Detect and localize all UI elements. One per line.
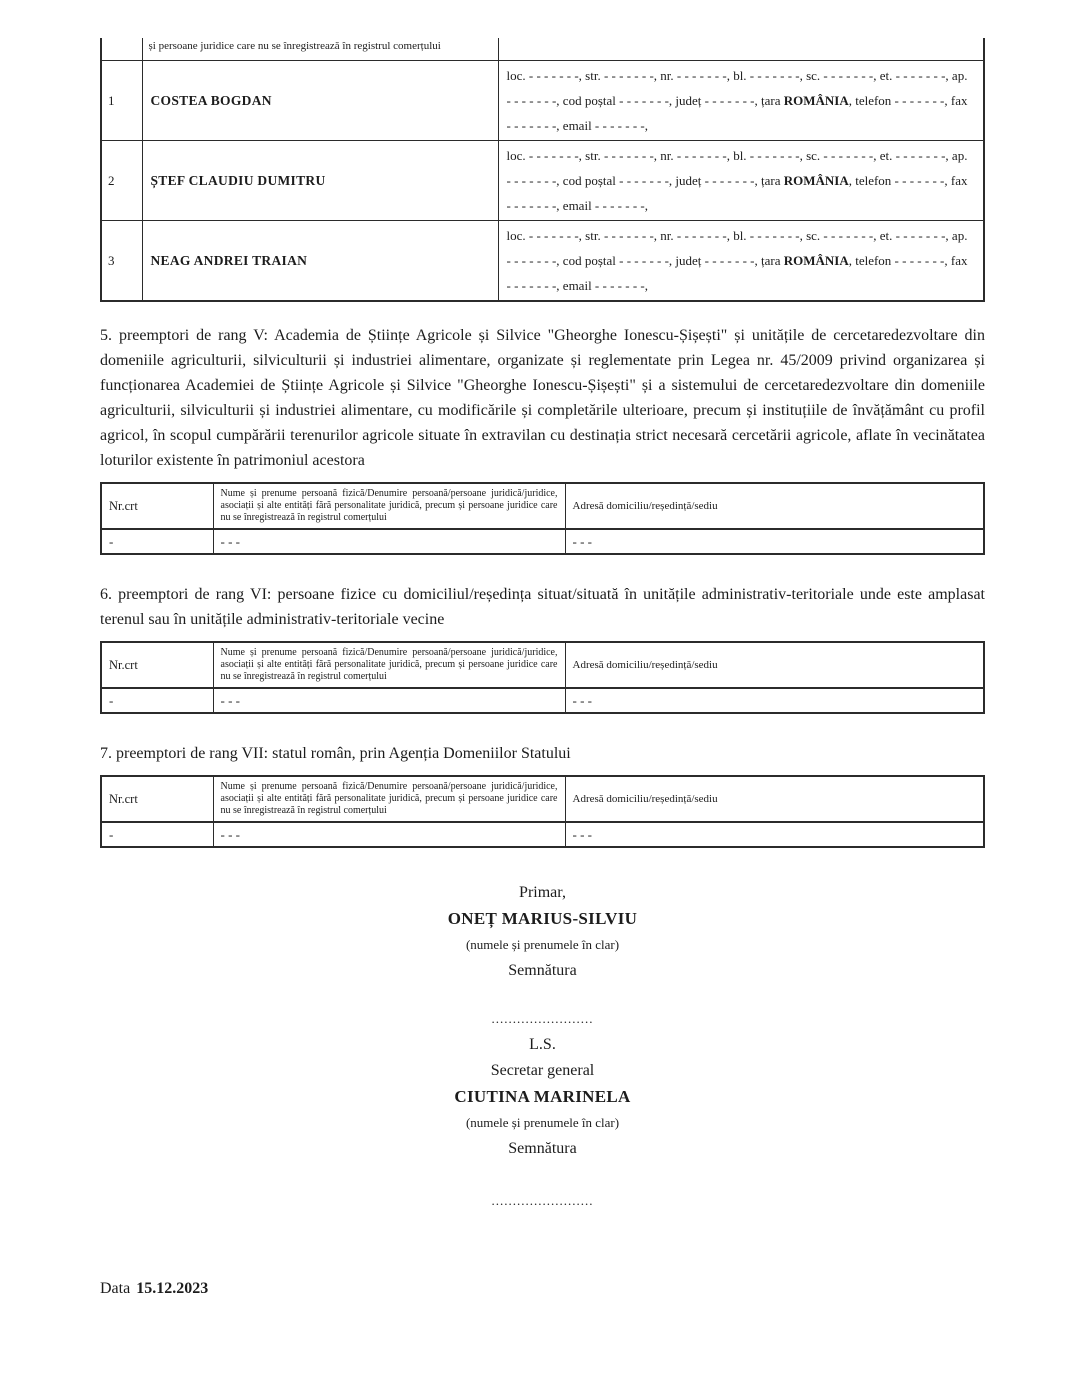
column-header-name: Nume și prenume persoană fizică/Denumire persoană/persoane juridică/juridice, asociații și alte entități fără personalitate juridică, precum și persoane juridice care nu se înregistrează în registrul comerțului [213, 642, 565, 688]
table-row [101, 61, 984, 141]
address-after: , telefon - - - - - - -, fax - - - - - - -, email - - - - - - -, [506, 93, 968, 133]
address-country: ROMÂNIA [783, 173, 849, 188]
persons-table [100, 38, 985, 302]
primar-title: Primar, [519, 884, 566, 901]
signature-dotted-line: ........................ [491, 1011, 594, 1026]
table-row [101, 822, 984, 847]
name-clarification-note: (numele și prenumele în clar) [465, 1115, 620, 1130]
person-address [498, 221, 984, 302]
empty-address-cell: - - - [565, 822, 984, 847]
section-rank5-paragraph: 5. preemptori de rang V: Academia de Științe Agricole și Silvice "Gheorghe Ionescu-Șișești" și unitățile de cercetaredezvoltare din domeniile agriculturii, silviculturii și industriei alimentare, organizate și reglementate prin Legea nr. 45/2009 privind organizarea și funcționarea Academiei de Științe Agricole și Silvice "Gheorghe Ionescu-Șișești" și a sistemului de cercetaredezvoltare din domeniile agriculturii, silviculturii și industriei alimentare, cu modificările și completările ulterioare, precum și instituțiile de învățământ cu profil agricol, în scopul cumpărării terenurilor agricole situate în extravilan cu destinația strict necesară cercetării agricole, aflate în vecinătatea loturilor existente în patrimoniul acestora [100, 327, 985, 469]
person-name: COSTEA BOGDAN [142, 61, 498, 141]
person-name: ȘTEF CLAUDIU DUMITRU [142, 141, 498, 221]
address-after: , telefon - - - - - - -, fax - - - - - - -, email - - - - - - -, [506, 253, 968, 293]
column-header-nr: Nr.crt [101, 483, 213, 529]
signature-block [100, 880, 985, 1214]
date-line [100, 1280, 985, 1298]
column-header-address: Adresă domiciliu/reședință/sediu [565, 776, 984, 822]
table-row [101, 688, 984, 713]
ls-label: L.S. [529, 1036, 556, 1053]
person-number: 2 [101, 141, 142, 221]
preemptor-table-rank5 [100, 482, 985, 555]
secretary-name: CIUTINA MARINELA [454, 1087, 631, 1106]
table-header-carryover-row [101, 38, 984, 61]
empty-name-cell: - - - [213, 529, 565, 554]
section-rank6-paragraph: 6. preemptori de rang VI: persoane fizice cu domiciliul/reședința situat/situată în unitățile administrativ-teritoriale unde este amplasat terenul sau în unitățile administrativ-teritoriale vecine [100, 586, 985, 628]
empty-address-cell: - - - [565, 688, 984, 713]
empty-nr-cell: - [101, 688, 213, 713]
signature-label: Semnătura [508, 1140, 577, 1157]
person-address [498, 61, 984, 141]
signature-label: Semnătura [508, 962, 577, 979]
preemptor-table-rank7 [100, 775, 985, 848]
section-rank7-paragraph: 7. preemptori de rang VII: statul român, prin Agenția Domeniilor Statului [100, 745, 571, 762]
address-country: ROMÂNIA [783, 253, 849, 268]
secretary-title: Secretar general [490, 1062, 595, 1079]
empty-name-cell: - - - [213, 822, 565, 847]
empty-nr-cell: - [101, 822, 213, 847]
carryover-address-cell [498, 38, 984, 61]
address-before: loc. - - - - - - -, str. - - - - - - -, nr. - - - - - - -, bl. - - - - - - -, sc. - - - - - - -, et. - - - - - - -, ap. - - - - - - -, cod poștal - - - - - - -, județ - - - - - - -, țara [506, 228, 968, 268]
column-header-nr: Nr.crt [101, 776, 213, 822]
table-row [101, 221, 984, 302]
name-clarification-note: (numele și prenumele în clar) [465, 937, 620, 952]
address-before: loc. - - - - - - -, str. - - - - - - -, nr. - - - - - - -, bl. - - - - - - -, sc. - - - - - - -, et. - - - - - - -, ap. - - - - - - -, cod poștal - - - - - - -, județ - - - - - - -, țara [506, 68, 968, 108]
table-header-row [101, 642, 984, 688]
empty-nr-cell: - [101, 529, 213, 554]
carryover-header-text: și persoane juridice care nu se înregistrează în registrul comerțului [142, 38, 498, 61]
empty-name-cell: - - - [213, 688, 565, 713]
column-header-address: Adresă domiciliu/reședință/sediu [565, 483, 984, 529]
carryover-nr-cell [101, 38, 142, 61]
empty-address-cell: - - - [565, 529, 984, 554]
address-after: , telefon - - - - - - -, fax - - - - - - -, email - - - - - - -, [506, 173, 968, 213]
table-header-row [101, 483, 984, 529]
address-country: ROMÂNIA [783, 93, 849, 108]
address-before: loc. - - - - - - -, str. - - - - - - -, nr. - - - - - - -, bl. - - - - - - -, sc. - - - - - - -, et. - - - - - - -, ap. - - - - - - -, cod poștal - - - - - - -, județ - - - - - - -, țara [506, 148, 968, 188]
person-name: NEAG ANDREI TRAIAN [142, 221, 498, 302]
column-header-nr: Nr.crt [101, 642, 213, 688]
person-number: 1 [101, 61, 142, 141]
date-value: 15.12.2023 [136, 1280, 209, 1297]
column-header-name: Nume și prenume persoană fizică/Denumire persoană/persoane juridică/juridice, asociații și alte entități fără personalitate juridică, precum și persoane juridice care nu se înregistrează în registrul comerțului [213, 483, 565, 529]
column-header-address: Adresă domiciliu/reședință/sediu [565, 642, 984, 688]
person-number: 3 [101, 221, 142, 302]
table-row [101, 141, 984, 221]
signature-dotted-line: ........................ [491, 1193, 594, 1208]
table-row [101, 529, 984, 554]
date-label: Data [100, 1280, 131, 1297]
primar-name: ONEȚ MARIUS-SILVIU [447, 909, 638, 928]
column-header-name: Nume și prenume persoană fizică/Denumire persoană/persoane juridică/juridice, asociații și alte entități fără personalitate juridică, precum și persoane juridice care nu se înregistrează în registrul comerțului [213, 776, 565, 822]
table-header-row [101, 776, 984, 822]
person-address [498, 141, 984, 221]
preemptor-table-rank6 [100, 641, 985, 714]
